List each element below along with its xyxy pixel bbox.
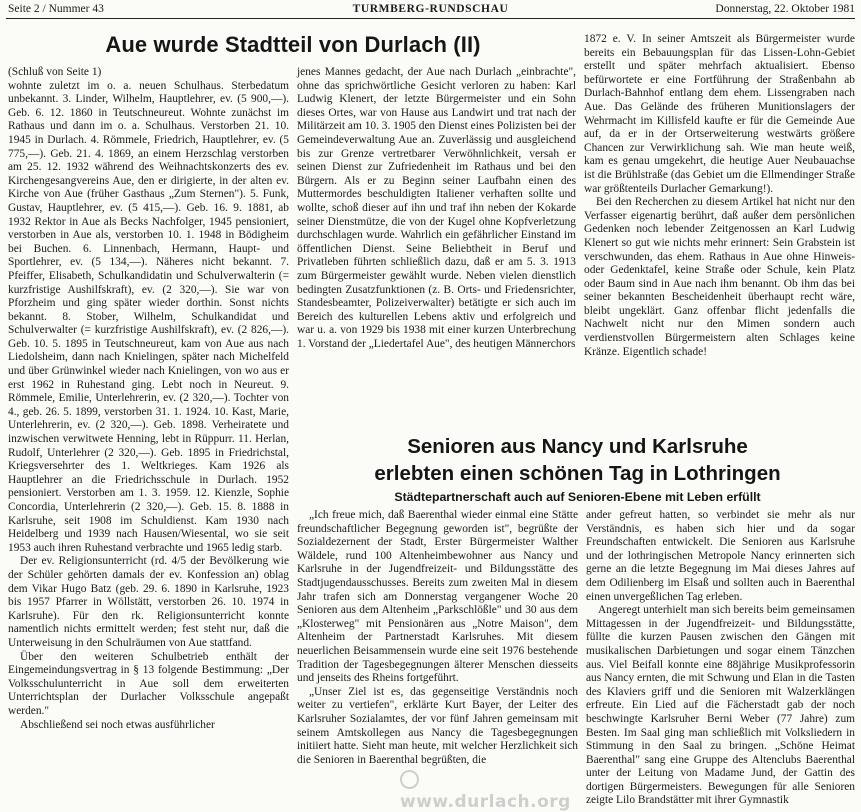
masthead-rule: [6, 18, 855, 19]
article2-headline-line2: erlebten einen schönen Tag in Lothringen: [374, 462, 781, 485]
article2-c1-p1: „Ich freue mich, daß Baerenthal wieder einmal eine Stätte freundschaftlicher Begegnung geworden ist", begrüßte der Sozialdezernent der Stadt, Erster Bürgermeister Walther Wäldele, rund 100 Altenheimbewohner aus Nancy und Karlsruhe in der Jugendfreizeit- und Bildungsstätte des Stadtjugendausschusses. Bereits zum zweiten Mal in diesem Jahr trafen sich am Donnerstag vergangener Woche 20 Senioren aus dem Altenheim „Parkschlößle" und 30 aus dem „Klosterweg" mit Pensionären aus „Notre Maison", dem Altenheim der Partnerstadt Karlsruhes. Mit diesem neuerlichen Beisammensein wurde eine seit 1976 bestehende Tradition der Tagesbegegnungen älterer Menschen diesseits und jenseits des Rheins fortgeführt.: [297, 509, 578, 685]
article2-c2-p2: Angeregt unterhielt man sich bereits beim gemeinsamen Mittagessen in der Jugendfreizeit- und Bildungsstätte, füllte die kurzen Pausen zwischen den Gängen mit musikalischen Darbietungen und sogar einem Tänzchen aus. Viel Beifall konnte eine 88jährige Musikprofessorin aus Nancy ernten, die mit Schwung und Elan in die Tasten des Klaviers griff und die Senioren mit Walzerklängen erfreute. Ein Lied auf die Fächerstadt gab der noch beschwingte Karlsruher Berni Weber (77 Jahre) zum Besten. Im Saal ging man schließlich mit Volksliedern in Stimmung in den Saal zu bringen. „Schöne Heimat Baerenthal" sang eine Gruppe des Altenclubs Baerenthal unter der Leitung von Madame Jund, der Gattin des dortigen Bürgermeisters. Bewegungen für alle Senioren zeigte Lilo Brandstätter mit ihrer Gymnastik: [586, 604, 855, 807]
article2-headline: [300, 433, 855, 487]
article2-c2-p1: ander gefreut hatten, so verbindet sie mehr als nur Verständnis, es haben sich hier und da sogar Freundschaften entwickelt. Die Senioren aus Karlsruhe und der lothringischen Metropole Nancy erinnerten sich gerne an die letzte Begegnung im Mai dieses Jahres auf dem Odilienberg im Elsaß und sollten auch in Baerenthal einen unvergeßlichen Tag erleben.: [586, 509, 855, 603]
page-number: Seite 2 / Nummer 43: [8, 3, 104, 15]
article1-c1-p2: wohnte zuletzt im o. a. neuen Schulhaus. Sterbedatum unbekannt. 3. Linder, Wilhelm, Hauptlehrer, ev. (5 900,—). Geb. 6. 12. 1860 in Teutschneureut. Wohnte zunächst im Rathaus und dann im o. a. Schulhaus. Verstorben 21. 10. 1945 in Durlach. 4. Römmele, Friedrich, Hauptlehrer, ev. (5 775,—). Geb. 21. 4. 1869, an einem Herzschlag verstorben am 25. 12. 1932 während des Weihnachtskonzerts des ev. Kirchengesangvereins Aue, den er dirigierte, in der alten ev. Kirche von Aue (früher Gasthaus „Zum Sternen"). 5. Funk, Gustav, Hauptlehrer, ev. (5 415,—). Geb. 16. 9. 1881, ab 1932 Rektor in Aue als Becks Nachfolger, 1945 pensioniert, verstorben in Aue als, verstorben 10. 1. 1948 in Bödigheim bei Buchen. 6. Linnenbach, Hermann, Haupt- und Sportlehrer, ev. (5 134,—). Näheres nicht bekannt. 7. Pfeiffer, Elisabeth, Schulkandidatin und Schulverwalterin (= kurzfristige Aushilfskraft), ev. (2 320,—). Sie war von Pforzheim und ging später wieder dorthin. Sonst nichts bekannt. 8. Stober, Wilhelm, Schulkandidat und Schulverwalter (= kurzfristige Aushilfskraft), ev. (2 826,—). Geb. 10. 5. 1895 in Teutschneureut, kam von Aue aus nach Liedolsheim, dann nach Knielingen, später nach Michelfeld und über Grünwinkel wieder nach Knielingen, von wo aus er erst 1962 in Ruhestand ging. Lebt noch in Neureut. 9. Römmele, Emilie, Unterlehrerin, ev. (2 320,—). Tochter von 4., geb. 26. 5. 1899, verstorben 31. 1. 1924. 10. Kast, Marie, Unterlehrerin, ev. (2 320,—). Geb. 1898. Verheiratete und inzwischen verwitwete Henning, lebt in Rüppurr. 11. Herlan, Rudolf, Unterlehrer (2 320,—). Geb. 1895 in Friedrichstal, Kriegsversehrter des 1. Weltkrieges. Kam 1926 als Hauptlehrer an die Friedrichsschule in Durlach. 1952 pensioniert. Verstorben am 1. 3. 1959. 12. Kienzle, Sophie Concordia, Unterlehrerin (2 320,—). Geb. 15. 8. 1888 in Karlsruhe, seit 1908 im Schuldienst. Kam 1930 nach Heidelberg und 1939 nach Hausen/Wiesental, wo sie seit 1953 auch ihren Ruhestand verbrachte und 1965 ledig starb.: [8, 79, 289, 554]
article2-c1-p2: „Unser Ziel ist es, das gegenseitige Verständnis noch weiter zu vertiefen", erklärte Kurt Bayer, der Leiter des Karlsruher Sozialamtes, der vor fünf Jahren gemeinsam mit seinem Amtskollegen aus Nancy die Tagesbegegnungen initiiert hatte. Sieht man heute, mit welcher Herzlichkeit sich die Senioren in Baerenthal begrüßten, die: [297, 685, 578, 766]
article1-c3-p2: Bei den Recherchen zu diesem Artikel hat nicht nur den Verfasser eigenartig berührt, daß außer dem persönlichen Gedenken noch lebender Zeitgenossen an Karl Ludwig Klenert so gut wie nichts mehr erinnert: Sein Grabstein ist verschwunden, das ehem. Rathaus in Aue ohne Hinweis- oder Gedenktafel, keine Straße oder Schule, kein Platz oder Baum sind in Aue nach ihm benannt. Ob ihm das bei seiner bekannten Bescheidenheit überhaupt recht wäre, bleibt ungeklärt. Ganz offenbar flicht jedenfalls die Nachwelt nicht nur den Mimen sondern auch verdienstvollen Bürgermeistern alten Schlages keine Kränze. Eigentlich schade!: [584, 196, 855, 358]
article1-column-1: [8, 66, 289, 800]
article2-column-2: [586, 509, 855, 807]
issue-date: Donnerstag, 22. Oktober 1981: [715, 3, 855, 15]
article1-c1-p5: Abschließend sei noch etwas ausführlicher: [20, 718, 215, 731]
article1-c2-p1: jenes Mannes gedacht, der Aue nach Durlach „einbrachte", ohne das sprichwörtliche Gesicht verloren zu haben: Karl Ludwig Klenert, der letzte Bürgermeister und ein Sohn dieses Ortes, war von Hause aus Landwirt und trat nach der Militärzeit am 10. 3. 1905 den Dienst eines Polizisten bei der Gemeindeverwaltung Aue an. Zuverlässig und ausgleichend bis zur Grenze vertretbarer Verwöhnlichkeit, versah er seinen Dienst zur Zufriedenheit im Rathaus und bei den Bürgern. Als er zu Beginn seiner Laufbahn einen des Muttermordes beschuldigten Italiener verhaften sollte und wollte, schoß dieser auf ihn und traf ihn neben der Kokarde seiner Dienstmütze, die von der Kugel ohne Kopfverletzung durchschlagen wurde. Wahrlich ein gefährlicher Einstand im öffentlichen Dienst. Seine Beliebtheit in Beruf und Privatleben führten schließlich dazu, daß er am 5. 3. 1913 zum Bürgermeister gewählt wurde. Neben vielen dienstlich bedingten Zusatzfunktionen (z. B. Orts- und Friedensrichter, Standesbeamter, Polizeiverwalter) betätigte er sich auch im Bereich des kulturellen Lebens aktiv und erfolgreich und war u. a. von 1929 bis 1938 mit einer kurzen Unterbrechung 1. Vorstand der „Liedertafel Aue", des heutigen Männerchors: [297, 66, 577, 350]
article2-headline-line1: Senioren aus Nancy und Karlsruhe: [407, 435, 748, 458]
article1-column-2: [297, 66, 576, 422]
article2-subhead: Städtepartnerschaft auch auf Senioren-Ebene mit Leben erfüllt: [394, 490, 761, 504]
watermark-logo-icon: [400, 770, 419, 789]
masthead: [6, 1, 855, 17]
article1-c1-p3: Der ev. Religionsunterricht (rd. 4/5 der Bevölkerung wie der Schüler gehörten damals der ev. Konfession an) oblag dem Vikar Hugo Batz (geb. 29. 6. 1890 in Karlsruhe, 1923 bis 1957 Pfarrer in Wöllstätt, verstorben 26. 10. 1974 in Karlsruhe). Für den rk. Religionsunterricht konnte namentlich nichts ermittelt werden; fest steht nur, daß die Unterweisung in den Schulräumen von Aue stattfand.: [8, 555, 289, 649]
article1-c1-p4: Über den weiteren Schulbetrieb enthält der Eingemeindungsvertrag in § 13 folgende Bestimmung: „Der Volksschulunterricht in Aue soll dem erweiterten Unterrichtsplan der Durlacher Volksschule angepaßt werden.": [8, 650, 289, 717]
watermark-text: www.durlach.org: [400, 792, 571, 812]
article1-column-3: [584, 33, 855, 422]
article1-c3-p1: 1872 e. V. In seiner Amtszeit als Bürgermeister wurde bereits ein Bebauungsplan für das Lissen-Lohn-Gebiet erstellt und später mehrfach aktualisiert. Ebenso befürwortete er eine Fortführung der Straßenbahn ab Durlach-Bahnhof entlang dem ehem. Lissengraben nach Aue. Das Gelände des früheren Munitionslagers der Wehrmacht im Killisfeld kaufte er für die Gemeinde Aue auf, da er in der Ortserweiterung westwärts größere Chancen zur Verwirklichung sah. Wie man heute weiß, kam es genau umgekehrt, die heutige Auer Neubauachse ist die Brühlstraße (das Gebiet um die Ellmendinger Straße war größtenteils Durlacher Gemarkung!).: [584, 33, 855, 195]
article1-c1-p1: (Schluß von Seite 1): [8, 66, 102, 78]
website-watermark: [400, 770, 571, 812]
article2-column-1: [297, 509, 578, 800]
newspaper-title: TURMBERG-RUNDSCHAU: [352, 3, 509, 15]
article1-headline: Aue wurde Stadtteil von Durlach (II): [105, 32, 481, 57]
